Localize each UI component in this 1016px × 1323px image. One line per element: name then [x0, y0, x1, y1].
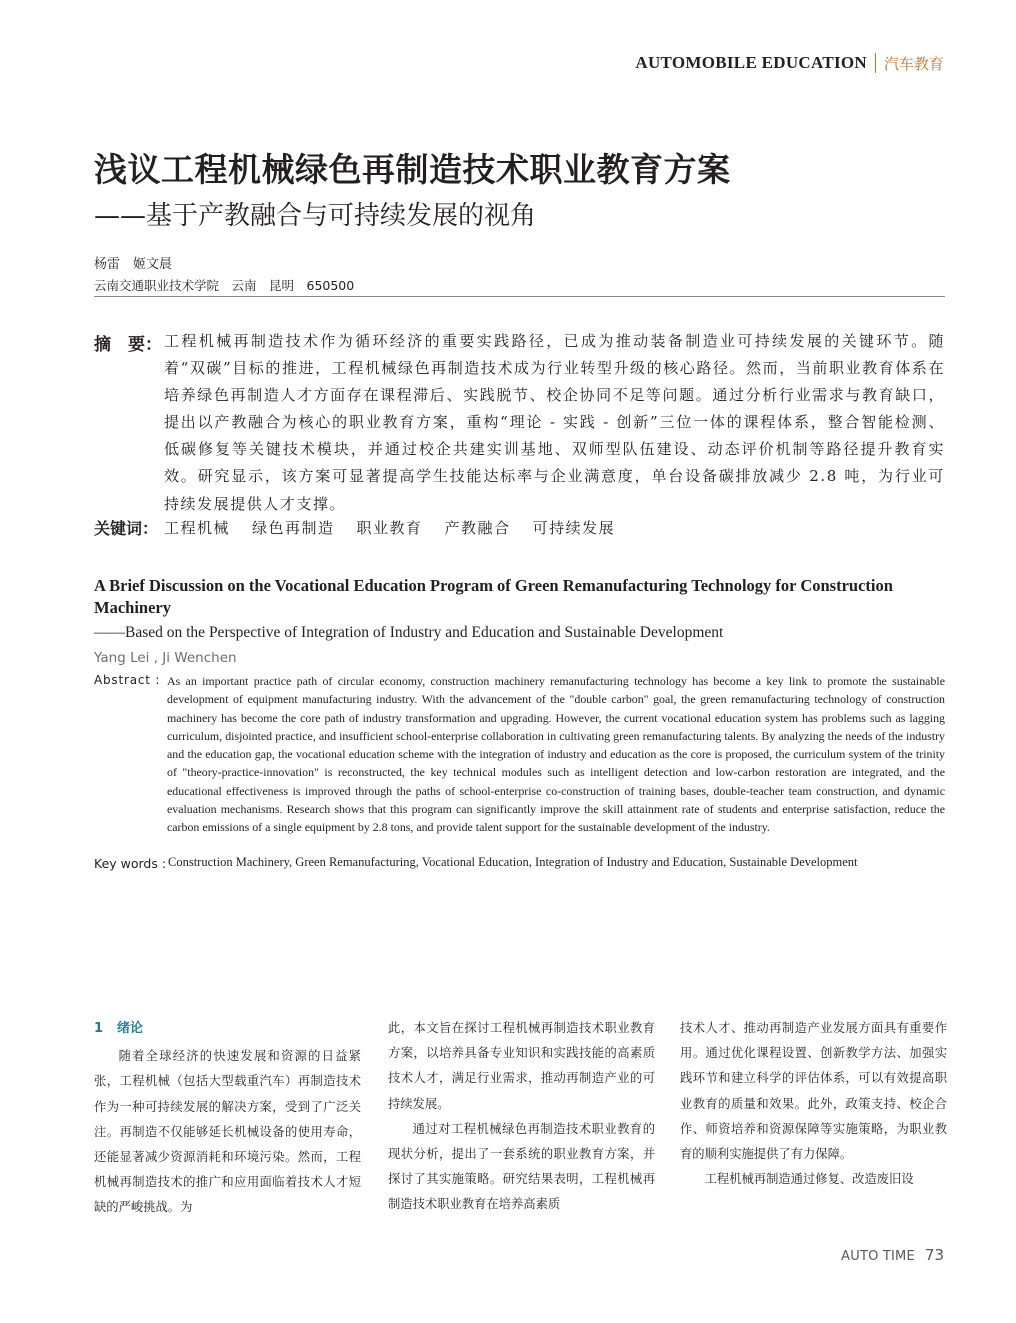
- page-number: 73: [924, 1246, 944, 1264]
- affiliation-cn: 云南交通职业技术学院 云南 昆明 650500: [94, 278, 355, 293]
- article-title-cn: 浅议工程机械绿色再制造技术职业教育方案: [94, 150, 731, 189]
- authors-en: Yang Lei , Ji Wenchen: [94, 650, 237, 666]
- abstract-cn-label: 摘 要：: [94, 335, 162, 355]
- keywords-cn-list: [164, 517, 615, 538]
- body-paragraph: 通过对工程机械绿色再制造技术职业教育的现状分析，提出了一套系统的职业教育方案，并探讨了其实施策略。研究结果表明，工程机械再制造技术职业教育在培养高素质: [388, 1121, 655, 1212]
- running-header: [635, 50, 944, 76]
- body-paragraph: 技术人才、推动再制造产业发展方面具有重要作用。通过优化课程设置、创新教学方法、加强实践环节和建立科学的评估体系，可以有效提高职业教育的质量和效果。此外，政策支持、校企合作、师资培养和资源保障等实施策略，为职业教育的顺利实施提供了有力保障。: [680, 1021, 947, 1162]
- header-rule: [94, 296, 945, 297]
- page-footer: [841, 1246, 944, 1264]
- keyword-cn: 可持续发展: [532, 519, 616, 537]
- authors-cn: 杨雷 姬文晨: [94, 257, 173, 272]
- keyword-cn: 绿色再制造: [252, 519, 335, 537]
- body-paragraph: 工程机械再制造通过修复、改造废旧设: [704, 1172, 914, 1187]
- keyword-cn: 工程机械: [164, 519, 231, 537]
- body-paragraph: 此，本文旨在探讨工程机械再制造技术职业教育方案，以培养具备专业知识和实践技能的高素质技术人才，满足行业需求，推动再制造产业的可持续发展。: [388, 1021, 655, 1111]
- section-name-cn: 汽车教育: [883, 54, 944, 73]
- keyword-cn: 职业教育: [356, 519, 423, 537]
- article-subtitle-en: ——Based on the Perspective of Integration of Industry and Education and Sustainable Development: [94, 624, 724, 641]
- section-title: 绪论: [117, 1021, 144, 1036]
- section-number: 1: [94, 1021, 104, 1036]
- keyword-cn: 产教融合: [444, 519, 511, 537]
- keywords-cn: [94, 515, 945, 541]
- body-column-3: [680, 1016, 947, 1192]
- article-subtitle-cn: ——基于产教融合与可持续发展的视角: [94, 201, 537, 231]
- abstract-cn-text: 工程机械再制造技术作为循环经济的重要实践路径，已成为推动装备制造业可持续发展的关键环节。随着“双碳”目标的推进，工程机械绿色再制造技术成为行业转型升级的核心路径。然而，当前职业教育体系在培养绿色再制造人才方面存在课程滞后、实践脱节、校企协同不足等问题。通过分析行业需求与教育缺口，提出以产教融合为核心的职业教育方案，重构“理论 - 实践 - 创新”三位一体的课程体系，整合智能检测、低碳修复等关键技术模块，并通过校企共建实训基地、双师型队伍建设、动态评价机制等路径提升教育实效。研究显示，该方案可显著提高学生技能达标率与企业满意度，单台设备碳排放减少 2.8 吨，为行业可持续发展提供人才支撑。: [164, 332, 945, 513]
- body-column-2: [388, 1016, 655, 1218]
- abstract-en-label: Abstract :: [94, 673, 161, 687]
- keywords-en-label: Key words :: [94, 856, 167, 871]
- keywords-en-text: Construction Machinery, Green Remanufacturing, Vocational Education, Integration of Industry and Education, Sustainable Development: [168, 855, 858, 869]
- keywords-cn-label: 关键词：: [94, 519, 159, 538]
- section-heading: [94, 1016, 361, 1041]
- journal-name: AUTO TIME: [841, 1249, 915, 1264]
- body-column-1: [94, 1016, 361, 1221]
- abstract-en-text: As an important practice path of circular economy, construction machinery remanufacturing technology has become a key link to promote the sustainable development of equipment manufacturing industry. With the advancement of the "double carbon" goal, the green remanufacturing technology of construction machinery has become the core path of industry transformation and upgrading. However, the current vocational education system has problems such as lagging curriculum, disjointed practice, and insufficient school-enterprise collaboration in cultivating green remanufacturing talents. By analyzing the needs of the industry and the education gap, the vocational education scheme with the integration of industry and education as the core is proposed, the curriculum system of the trinity of "theory-practice-innovation" is reconstructed, the key technical modules such as intelligent detection and low-carbon restoration are integrated, and the educational effectiveness is improved through the paths of school-enterprise co-construction of training bases, double-teacher team construction, and dynamic evaluation mechanisms. Research shows that this program can significantly improve the skill attainment rate of students and enterprise satisfaction, reduce the carbon emissions of a single equipment by 2.8 tons, and provide talent support for the sustainable development of the industry.: [167, 674, 945, 835]
- body-paragraph: 随着全球经济的快速发展和资源的日益紧张，工程机械（包括大型载重汽车）再制造技术作为一种可持续发展的解决方案，受到了广泛关注。再制造不仅能够延长机械设备的使用寿命，还能显著减少资源消耗和环境污染。然而，工程机械再制造技术的推广和应用面临着技术人才短缺的严峻挑战。为: [94, 1049, 361, 1215]
- header-divider: [875, 53, 876, 73]
- section-name-en: AUTOMOBILE EDUCATION: [635, 53, 867, 72]
- article-title-en: A Brief Discussion on the Vocational Education Program of Green Remanufacturing Technology for Construction Machinery: [94, 576, 893, 617]
